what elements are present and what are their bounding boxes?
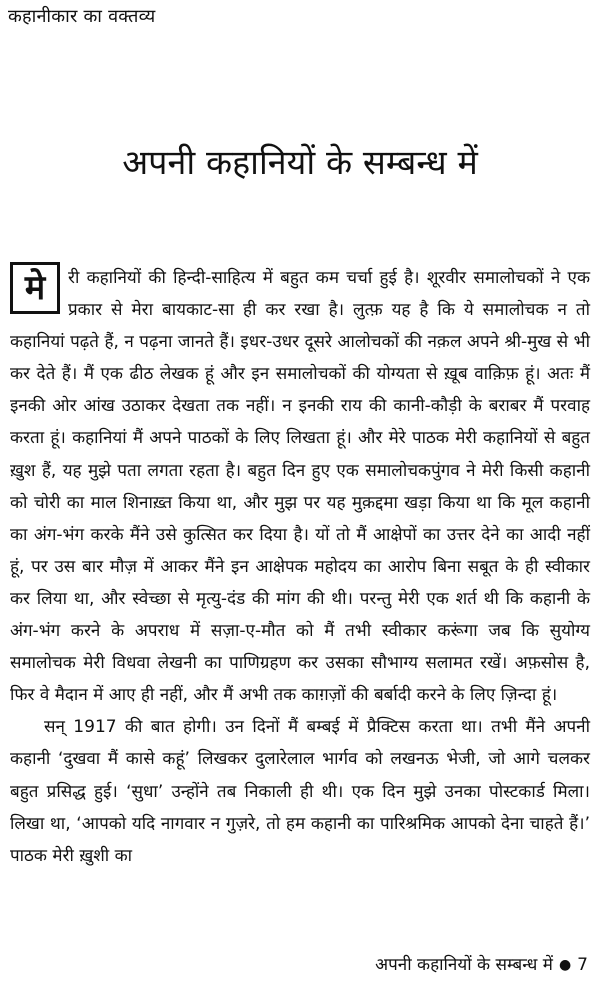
paragraph-2: सन् 1917 की बात होगी। उन दिनों मैं बम्बई में प्रैक्टिस करता था। तभी मैंने अपनी कहानी ‘दुखवा मैं कासे कहूं’ लिखकर दुलारेलाल भार्गव को लखनऊ भेजी, जो आगे चलकर बहुत प्रसिद्ध हुई। ‘सुधा’ उन्होंने तब निकाली ही थी। एक दिन मुझे उनका पोस्टकार्ड मिला। लिखा था, ‘आपको यदि नागवार न गुज़रे, तो हम कहानी का पारिश्रमिक आपको देना चाहते हैं।’ पाठक मेरी ख़ुशी का [10, 717, 590, 866]
page-number: 7 [577, 955, 588, 975]
paragraph-1 [10, 262, 590, 711]
bullet-icon: ● [558, 957, 572, 973]
footer-title: अपनी कहानियों के सम्बन्ध में [375, 955, 553, 975]
running-head: कहानीकार का वक्तव्य [8, 6, 156, 27]
drop-cap: मे [10, 262, 60, 314]
chapter-title: अपनी कहानियों के सम्बन्ध में [122, 143, 478, 183]
paragraph-1-text: री कहानियों की हिन्दी-साहित्य में बहुत कम चर्चा हुई है। शूरवीर समालोचकों ने एक प्रकार से मेरा बायकाट-सा ही कर रखा है। लुत्फ़ यह है कि ये समालोचक न तो कहानियां पढ़ते हैं, न पढ़ना जानते हैं। इधर-उधर दूसरे आलोचकों की नक़ल अपने श्री-मुख से भी कर देते हैं। मैं एक ढीठ लेखक हूं और इन समालोचकों की योग्यता से ख़ूब वाक़िफ़ हूं। अतः मैं इनकी ओर आंख उठाकर देखता तक नहीं। न इनकी राय की कानी-कौड़ी के बराबर मैं परवाह करता हूं। कहानियां मैं अपने पाठकों के लिए लिखता हूं। और मेरे पाठक मेरी कहानियों से बहुत ख़ुश हैं, यह मुझे पता लगता रहता है। बहुत दिन हुए एक समालोचकपुंगव ने मेरी किसी कहानी को चोरी का माल शिनाख़्त किया था, और मुझ पर यह मुक़द्दमा खड़ा किया था कि मूल कहानी का अंग-भंग करके मैंने उसे कुत्सित कर दिया है। यों तो मैं आक्षेपों का उत्तर देने का आदी नहीं हूं, पर उस बार मौज़ में आकर मैंने इन आक्षेपक महोदय का आरोप बिना सबूत के ही स्वीकार कर लिया था, और स्वेच्छा से मृत्यु-दंड की मांग की थी। परन्तु मेरी एक शर्त थी कि कहानी के अंग-भंग करने के अपराध में सज़ा-ए-मौत को मैं तभी स्वीकार करूंगा जब कि सुयोग्य समालोचक मेरी विधवा लेखनी का पाणिग्रहण कर उसका सौभाग्य सलामत रखें। अफ़सोस है, फिर वे मैदान में आए ही नहीं, और मैं अभी तक काग़ज़ों की बर्बादी करने के लिए ज़िन्दा हूं। [10, 268, 590, 706]
page-footer [375, 954, 588, 976]
body-text [10, 262, 590, 872]
